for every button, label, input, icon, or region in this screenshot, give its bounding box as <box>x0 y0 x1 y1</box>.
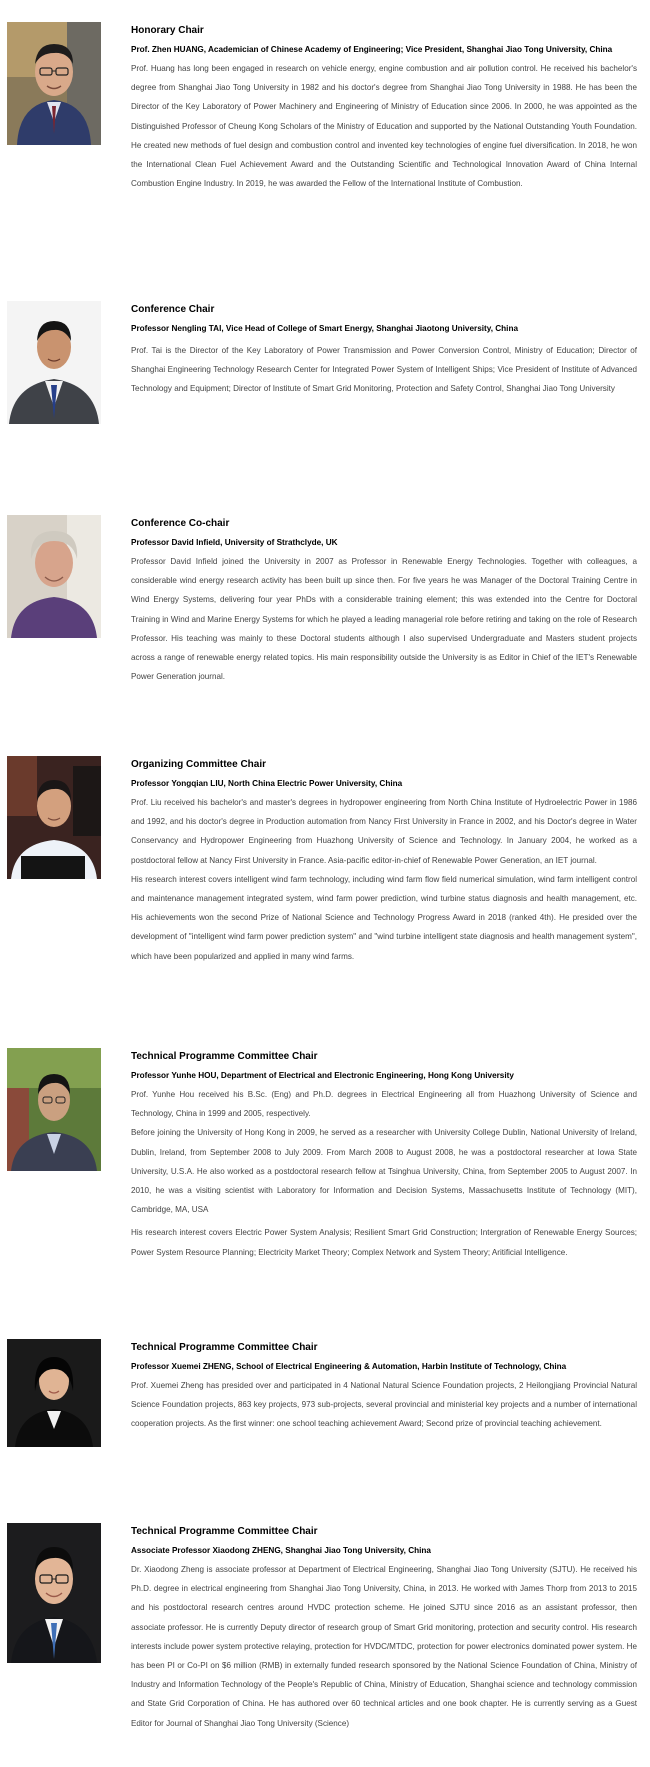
role-title: Technical Programme Committee Chair <box>131 1342 318 1353</box>
portrait-photo <box>7 22 101 145</box>
role-title: Honorary Chair <box>131 25 204 36</box>
person-name: Professor Xuemei ZHENG, School of Electrical Engineering & Automation, Harbin Institute of Technology, China <box>131 1362 567 1371</box>
person-text <box>131 1525 637 1733</box>
portrait-image-4 <box>7 756 101 879</box>
portrait-image-2 <box>7 301 101 424</box>
biography-paragraph: His research interest covers Electric Power System Analysis; Resilient Smart Grid Construction; Intergration of Renewable Energy Sources; Power System Resource Planning; Electricity Market Theory; Complex Network and System Theory; Aritificial Intelligence. <box>131 1228 637 1257</box>
person-text <box>131 1050 637 1262</box>
role-title: Organizing Committee Chair <box>131 759 267 770</box>
biography-paragraph: His research interest covers intelligent wind farm technology, including wind farm flow field numerical simulation, wind farm intelligent control and maintenance management integrated system, wind farm power prediction, wind turbine status diagnosis and health management, etc. His achievements won the second Prize of National Science and Technology Progress Award in 2018 (ranked 4th). He presided over the development of "intelligent wind farm power prediction system" and "wind turbine intelligent state diagnosis and health management system", which have been popularized and applied in many wind farms. <box>131 874 637 961</box>
person-text <box>131 758 637 966</box>
person-name: Professor Yongqian LIU, North China Electric Power University, China <box>131 779 403 788</box>
portrait-photo <box>7 1048 101 1171</box>
portrait-image-3 <box>7 515 101 638</box>
role-title: Technical Programme Committee Chair <box>131 1051 318 1062</box>
biography-paragraph: Dr. Xiaodong Zheng is associate professor at Department of Electrical Engineering, Shanghai Jiao Tong University (SJTU). He received his Ph.D. degree in electrical engineering from Shanghai Jiao Tong University, China, in 2013. He worked with James Thorp from 2013 to 2015 and his postdoctoral research centres around HVDC protection scheme. He joined SJTU since 2016 as an assistant professor, then associate professor. He is currently Deputy director of research group of Smart Grid monitoring, protection and security control. His research interests include power system protective relaying, protection for HVDC/MTDC, protection for power electronics dominated power system. He has been PI or Co-PI on $6 million (RMB) in externally funded research sponsored by the National Science Foundation of China, Ministry of Industry and Information Technology of the People's Republic of China, Ministry of Education, Shanghai science and technology commission and State Grid Corporation of China. He has authored over 60 technical articles and one book chapter. He is currently serving as a Guest Editor for Journal of Shanghai Jiao Tong University (Science) <box>131 1565 637 1728</box>
portrait-image-1 <box>7 22 101 145</box>
portrait-photo <box>7 1339 101 1447</box>
person-text <box>131 24 637 193</box>
person-name: Professor David Infield, University of Strathclyde, UK <box>131 538 338 547</box>
portrait-photo <box>7 1523 101 1663</box>
portrait-image-6 <box>7 1339 101 1447</box>
portrait-photo <box>7 756 101 879</box>
portrait-photo <box>7 301 101 424</box>
role-title: Conference Chair <box>131 304 215 315</box>
person-text <box>131 303 637 399</box>
person-name: Associate Professor Xiaodong ZHENG, Shanghai Jiao Tong University, China <box>131 1546 431 1555</box>
person-name: Professor Nengling TAI, Vice Head of College of Smart Energy, Shanghai Jiaotong University, China <box>131 324 519 333</box>
biography-paragraph: Prof. Xuemei Zheng has presided over and participated in 4 National Natural Science Foundation projects, 2 Heilongjiang Provincial Natural Science Foundation projects, 863 key projects, 973 sub-projects, several provincial and ministerial key projects and a number of international cooperation projects. As the first winner: one school teaching achievement Award; Second prize of provincial teaching achievement. <box>131 1381 637 1429</box>
portrait-image-5 <box>7 1048 101 1171</box>
biography-paragraph: Professor David Infield joined the University in 2007 as Professor in Renewable Energy Technologies. Together with colleagues, a considerable wind energy research activity has been built up since then. For five years he was Manager of the Doctoral Training Centre in Wind Energy Systems, delivering four year PhDs with a considerable training element; this was extended into the Centre for Doctoral Training in Wind and Marine Energy Systems for which he played a leading managerial role before retiring and taking on the role of Research Professor. His teaching was mainly to these Doctoral students although I also supervised Undergraduate and Masters student projects across a range of renewable energy related topics. His main responsibility outside the University is as Editor in Chief of the IET's Renewable Power Generation journal. <box>131 557 637 682</box>
portrait-photo <box>7 515 101 638</box>
role-title: Technical Programme Committee Chair <box>131 1526 318 1537</box>
biography-paragraph: Prof. Tai is the Director of the Key Laboratory of Power Transmission and Power Conversion Control, Ministry of Education; Director of Shanghai Engineering Technology Research Center for Integrated Power System of Intelligent Ships; Vice President of Institute of Advanced Technology and Equipment; Director of Institute of Smart Grid Monitoring, Protection and Safety Control, Shanghai Jiao Tong University <box>131 346 637 394</box>
role-title: Conference Co-chair <box>131 518 230 529</box>
person-name: Professor Yunhe HOU, Department of Electrical and Electronic Engineering, Hong Kong University <box>131 1071 514 1080</box>
biography-paragraph: Prof. Huang has long been engaged in research on vehicle energy, engine combustion and air pollution control. He received his bachelor's degree from Shanghai Jiao Tong University in 1982 and his doctor's degree from Shanghai Jiao Tong University in 1988. He has been the Director of the Key Laboratory of Power Machinery and Engineering of Ministry of Education since 2006. In 2000, he was appointed as the Distinguished Professor of Cheung Kong Scholars of the Ministry of Education and supported by the National Outstanding Youth Foundation. He created new methods of fuel design and combustion control and invented key technologies of engine fuel diversification. In 2018, he won the International Clean Fuel Achievement Award and the Outstanding Scientific and Technological Innovation Award of China Internal Combustion Engine Industry. In 2019, he was awarded the Fellow of the International Institute of Combustion. <box>131 64 637 189</box>
portrait-image-7 <box>7 1523 101 1663</box>
person-text <box>131 1341 637 1434</box>
person-name: Prof. Zhen HUANG, Academician of Chinese Academy of Engineering; Vice President, Shanghai Jiao Tong University, China <box>131 45 613 54</box>
biography-paragraph: Before joining the University of Hong Kong in 2009, he served as a researcher with University College Dublin, National University of Ireland, Dublin, Ireland, from September 2008 to July 2009. From March 2008 to August 2008, he was a postdoctoral researcher at Iowa State University, U.S.A. He also worked as a postdoctoral research fellow at Tsinghua University, China, from September 2005 to August 2007. In 2010, he was a visiting scientist with Laboratory for Information and Decision Systems, Massachusetts Institute of Technology (MIT), Cambridge, MA, USA <box>131 1128 637 1215</box>
biography-paragraph: Prof. Liu received his bachelor's and master's degrees in hydropower engineering from North China Institute of Hydroelectric Power in 1986 and 1992, and his doctor's degree in Production automation from Nancy First University in France in 2002, and his Doctor's degree in Water Conservancy and Hydropower Engineering from Huazhong University of Science and Technology. In January 2004, he worked as a postdoctoral fellow at Nancy First University in France. Asia-pacific editor-in-chief of Renewable Power Generation, an IET journal. <box>131 798 637 865</box>
person-text <box>131 517 637 686</box>
biography-paragraph: Prof. Yunhe Hou received his B.Sc. (Eng) and Ph.D. degrees in Electrical Engineering all from Huazhong University of Science and Technology, China in 1999 and 2005, respectively. <box>131 1090 637 1119</box>
